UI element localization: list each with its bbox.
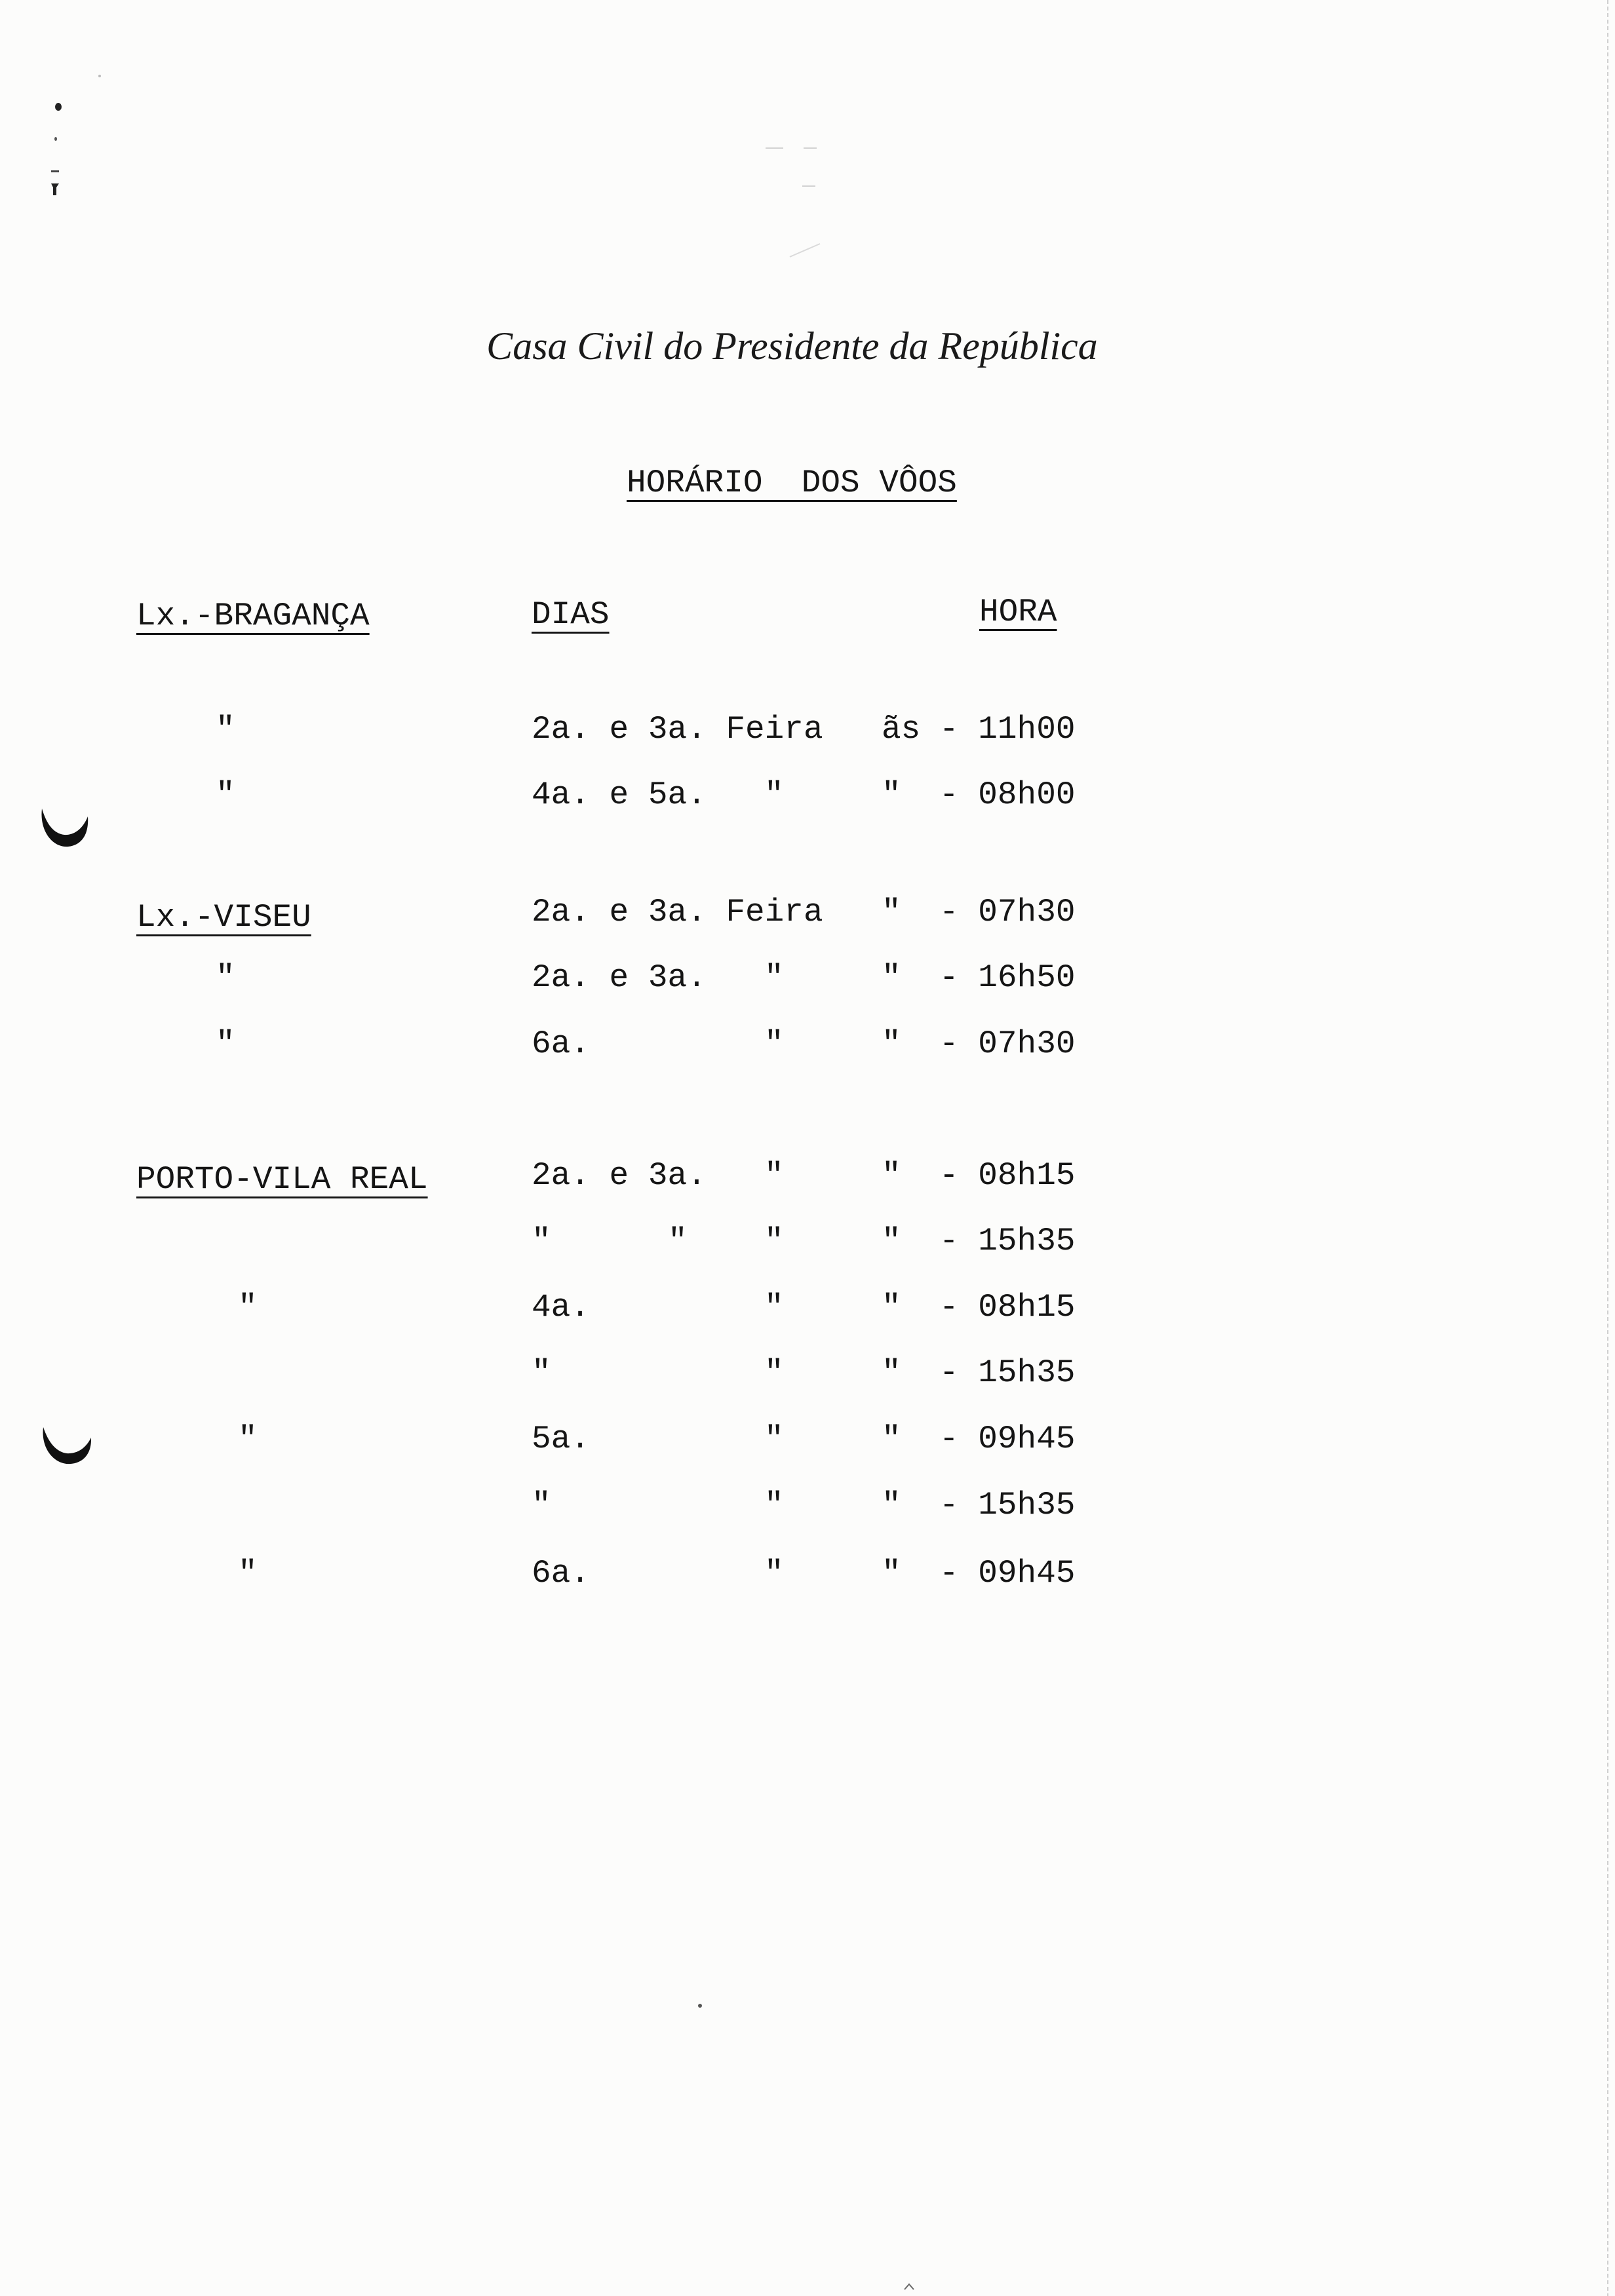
- scan-speck: [698, 2004, 702, 2008]
- ditto-mark: ": [764, 959, 784, 996]
- days-of-week: 5a.: [532, 1421, 590, 1457]
- ditto-mark: ": [882, 1421, 901, 1457]
- ditto-mark: ": [882, 776, 901, 813]
- ditto-mark: ": [882, 1555, 901, 1592]
- time-column-header: HORA: [979, 594, 1057, 630]
- scan-speck: [98, 75, 101, 77]
- scan-speck: [51, 183, 59, 195]
- departure-time: - 08h15: [939, 1289, 1076, 1326]
- document-title: HORÁRIO DOS VÔOS: [627, 465, 957, 501]
- scan-speck: [905, 2284, 914, 2289]
- departure-time: - 11h00: [939, 711, 1076, 748]
- schedule-row: [0, 1157, 1615, 1198]
- departure-time: - 16h50: [939, 959, 1076, 996]
- ditto-mark: ": [764, 1289, 784, 1326]
- departure-time: - 08h15: [939, 1157, 1076, 1194]
- ditto-mark: ": [216, 1025, 235, 1062]
- schedule-row: [0, 776, 1615, 813]
- schedule-row: [0, 1025, 1615, 1062]
- ditto-mark: ": [882, 1354, 901, 1391]
- days-of-week: 2a. e 3a. Feira: [532, 711, 823, 748]
- departure-time: - 15h35: [939, 1354, 1076, 1391]
- route-name: Lx.-VISEU: [136, 899, 311, 936]
- ditto-mark: ": [216, 711, 235, 748]
- days-of-week: 2a. e 3a.: [532, 959, 707, 996]
- ditto-mark: ": [238, 1289, 258, 1326]
- schedule-row: [0, 1354, 1615, 1391]
- ditto-mark: ": [882, 1487, 901, 1523]
- scan-speck: [55, 103, 62, 111]
- ditto-mark: ": [764, 1421, 784, 1457]
- ditto-mark: ": [882, 959, 901, 996]
- ditto-mark: ": [532, 1487, 551, 1523]
- ditto-mark: ": [764, 1157, 784, 1194]
- departure-time: - 15h35: [939, 1223, 1076, 1259]
- days-of-week: 6a.: [532, 1025, 590, 1062]
- ditto-mark: ": [668, 1223, 688, 1259]
- ditto-mark: ": [764, 776, 784, 813]
- schedule-row: [0, 1489, 1615, 1521]
- ditto-mark: ": [238, 1555, 258, 1592]
- departure-time: - 09h45: [939, 1555, 1076, 1592]
- scan-speck: [51, 170, 59, 172]
- schedule-row: [0, 711, 1615, 748]
- days-of-week: 6a.: [532, 1555, 590, 1592]
- route-name: PORTO-VILA REAL: [136, 1161, 428, 1198]
- departure-time: - 07h30: [939, 894, 1076, 930]
- ditto-mark: ": [764, 1487, 784, 1523]
- ditto-mark: ": [764, 1354, 784, 1391]
- schedule-row: [0, 1555, 1615, 1592]
- letterhead: Casa Civil do Presidente da República: [486, 324, 1098, 368]
- departure-time: - 09h45: [939, 1421, 1076, 1457]
- ditto-mark: ": [216, 776, 235, 813]
- ditto-mark: ": [764, 1025, 784, 1062]
- ditto-mark: ": [216, 959, 235, 996]
- days-of-week: 2a. e 3a.: [532, 1157, 707, 1194]
- schedule-row: [0, 894, 1615, 936]
- departure-time: - 08h00: [939, 776, 1076, 813]
- schedule-row: [0, 1289, 1615, 1326]
- scan-speck: [790, 244, 820, 257]
- departure-time: - 07h30: [939, 1025, 1076, 1062]
- ditto-mark: ": [882, 1025, 901, 1062]
- schedule-row: [0, 959, 1615, 996]
- ditto-mark: ": [882, 1157, 901, 1194]
- ditto-mark: ": [532, 1354, 551, 1391]
- schedule-row: [0, 1225, 1615, 1257]
- ditto-mark: ": [238, 1421, 258, 1457]
- ditto-mark: ": [764, 1223, 784, 1259]
- time-preposition: ãs: [882, 711, 921, 748]
- days-of-week: 4a. e 5a.: [532, 776, 707, 813]
- departure-time: - 15h35: [939, 1487, 1076, 1523]
- column-header-row: [0, 594, 1615, 634]
- ditto-mark: ": [882, 1223, 901, 1259]
- route-name: Lx.-BRAGANÇA: [136, 598, 370, 634]
- ditto-mark: ": [764, 1555, 784, 1592]
- days-of-week: 2a. e 3a. Feira: [532, 894, 823, 930]
- days-of-week: 4a.: [532, 1289, 590, 1326]
- days-column-header: DIAS: [532, 596, 610, 633]
- ditto-mark: ": [882, 1289, 901, 1326]
- schedule-row: [0, 1423, 1615, 1455]
- scan-speck: [54, 137, 57, 141]
- ditto-mark: ": [882, 894, 901, 930]
- ditto-mark: ": [532, 1223, 551, 1259]
